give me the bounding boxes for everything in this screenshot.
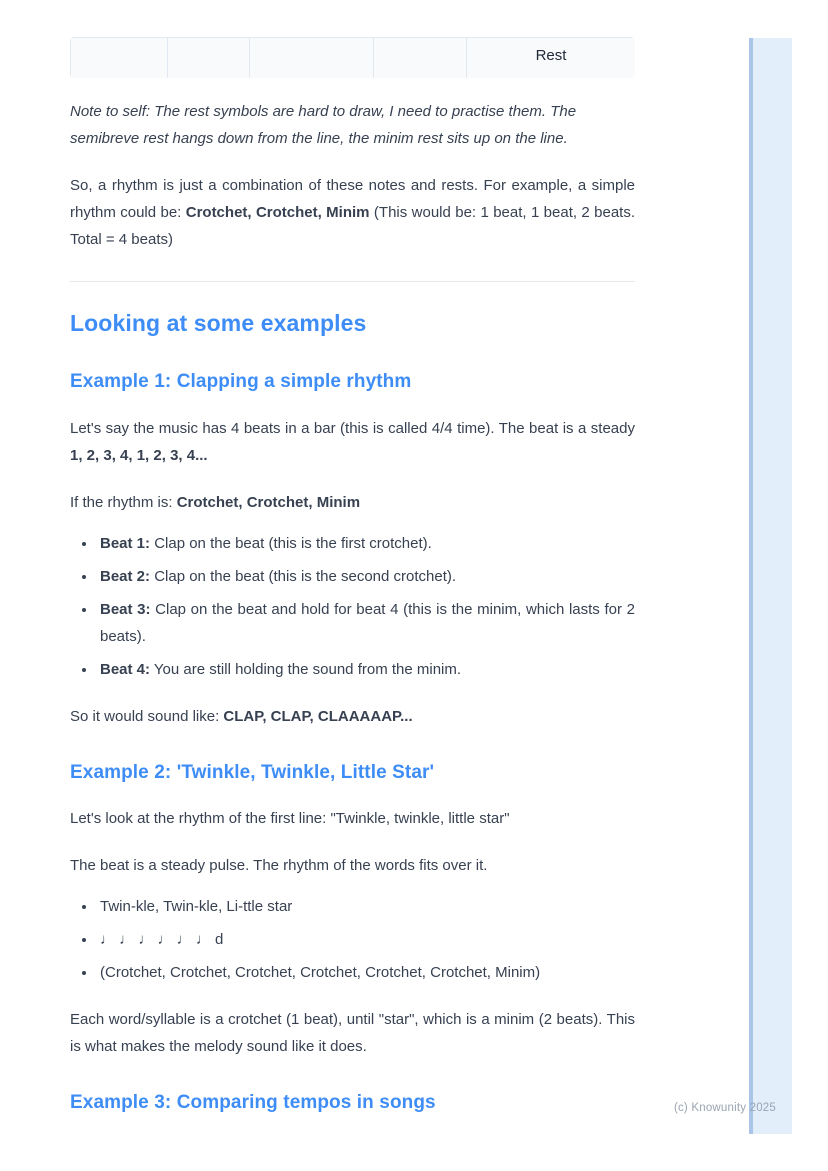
list-item: • Twin-kle, Twin-kle, Li-ttle star	[97, 893, 635, 920]
list-item: • Beat 2: Clap on the beat (this is the second crotchet).	[97, 563, 635, 590]
table-cell-rest: Rest	[467, 38, 636, 79]
table-cell	[71, 38, 168, 79]
list-item: • Beat 3: Clap on the beat and hold for beat 4 (this is the minim, which lasts for 2 beats).	[97, 596, 635, 650]
example2-para2: The beat is a steady pulse. The rhythm of the words fits over it.	[70, 857, 488, 875]
section-title: Looking at some examples	[70, 310, 367, 336]
copyright-watermark: (c) Knowunity 2025	[673, 1102, 776, 1114]
intro-paragraph: So, a rhythm is just a combination of these notes and rests. For example, a simple rhythm could be: Crotchet, Crotchet, Minim (This would be: 1 beat, 1 beat, 2 beats. Total = 4 beats)	[70, 177, 636, 248]
section-divider	[70, 281, 635, 282]
example1-title: Example 1: Clapping a simple rhythm	[70, 370, 412, 392]
table-cell	[168, 38, 250, 79]
scrollbar-thumb[interactable]	[749, 38, 753, 1134]
example2-list	[70, 893, 635, 986]
example2-para3: Each word/syllable is a crotchet (1 beat), until "star", which is a minim (2 beats). This is what makes the melody sound like it does.	[70, 1011, 635, 1056]
document-content	[70, 0, 635, 1116]
right-scroll-track	[749, 38, 792, 1134]
example1-para3: So it would sound like: CLAP, CLAP, CLAAAAAP...	[70, 707, 413, 725]
table-cell	[250, 38, 374, 79]
table-row	[71, 38, 636, 79]
example3-title: Example 3: Comparing tempos in songs	[70, 1092, 436, 1114]
notes-table	[70, 37, 635, 78]
list-item: • (Crotchet, Crotchet, Crotchet, Crotchet, Crotchet, Crotchet, Minim)	[97, 959, 635, 986]
example2-para1: Let's look at the rhythm of the first line: "Twinkle, twinkle, little star"	[70, 810, 510, 828]
notes-table-fragment	[70, 37, 635, 78]
example2-title: Example 2: 'Twinkle, Twinkle, Little Star'	[70, 761, 435, 783]
list-item-note-symbols: • ♩ ♩ ♩ ♩ ♩ ♩ d	[97, 926, 635, 953]
example1-para2: If the rhythm is: Crotchet, Crotchet, Minim	[70, 493, 361, 511]
note-to-self: Note to self: The rest symbols are hard to draw, I need to practise them. The semibreve rest hangs down from the line, the minim rest sits up on the line.	[70, 103, 577, 147]
example1-list	[70, 530, 635, 683]
list-item: • Beat 1: Clap on the beat (this is the first crotchet).	[97, 530, 635, 557]
table-cell	[374, 38, 467, 79]
list-item: • Beat 4: You are still holding the sound from the minim.	[97, 656, 635, 683]
example1-para1: Let's say the music has 4 beats in a bar (this is called 4/4 time). The beat is a steady 1, 2, 3, 4, 1, 2, 3, 4...	[70, 419, 635, 464]
